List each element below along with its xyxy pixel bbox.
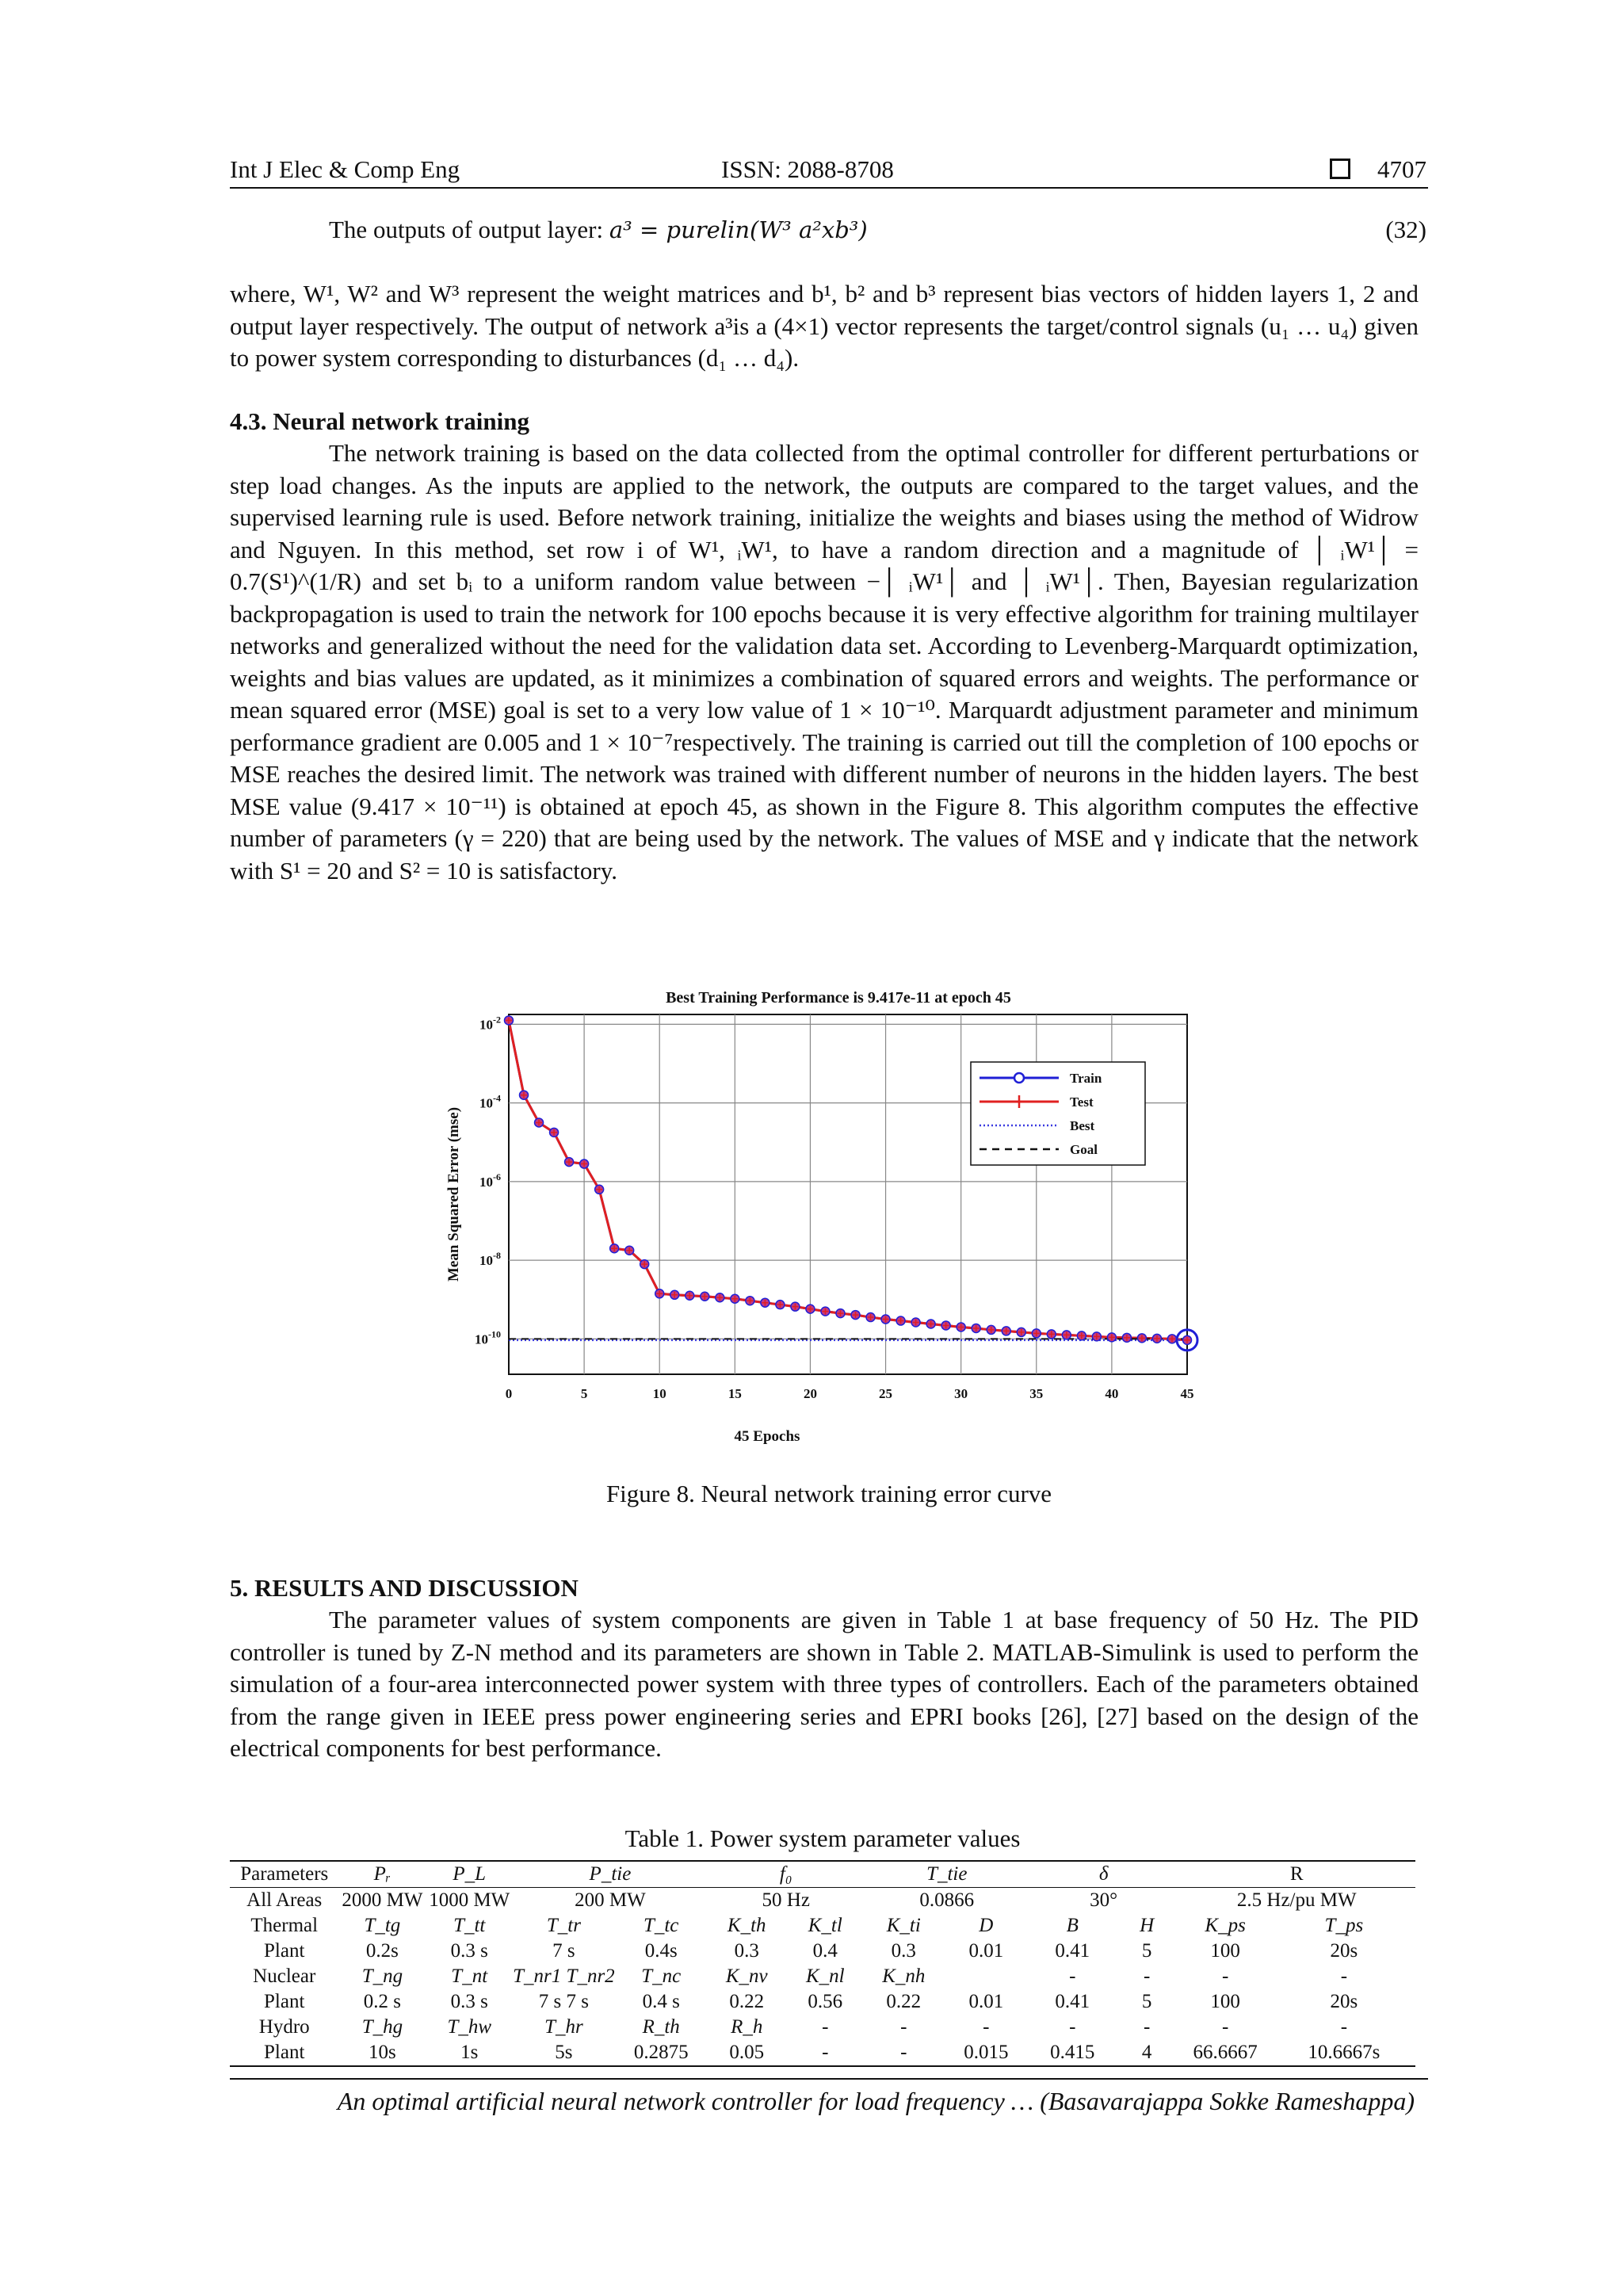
table-cell: 200 MW: [575, 1889, 646, 1911]
table-cell: 0.01: [968, 1991, 1004, 2012]
equation-32: [329, 216, 1426, 244]
paragraph-results: The parameter values of system components are given in Table 1 at base frequency of 50 Hz. The PID controller is tuned by Z-N method and its parameters are shown in Table 2. MATLAB-Simulink is used to perform the simulation of a four-area interconnected power system with three types of controllers. Each of the parameters obtained from the range given in IEEE press power engineering series and EPRI books [26], [27] based on the design of the electrical components for best performance.: [230, 1606, 1419, 1762]
paragraph-where: where, W¹, W² and W³ represent the weight matrices and b¹, b² and b³ represent bias vectors of hidden layers 1, 2 and output layer respectively. The output of network a³is a (4×1) vector represents the target/control signals (u₁ … u₄) given to power system corresponding to disturbances (d₁ … d₄).: [230, 280, 1419, 372]
table-cell: T_hg: [361, 2016, 403, 2038]
y-tick-label: $10^{-6}$: [479, 1171, 501, 1190]
table-cell: 0.3 s: [450, 1991, 488, 2012]
legend: [971, 1062, 1145, 1165]
table-cell: 0.05: [708, 2040, 786, 2066]
table-header-cell: T_tie: [865, 1861, 1029, 1888]
table-cell: 7 s 7 s: [538, 1991, 590, 2012]
section-heading-4-3: 4.3. Neural network training: [230, 407, 530, 435]
issn: ISSN: 2088-8708: [721, 155, 894, 183]
table-cell: -: [1069, 1966, 1076, 1987]
table-cell: 0.4 s: [642, 1991, 680, 2012]
table-cell: T_nc: [641, 1966, 682, 1987]
figure-8-caption: Figure 8. Neural network training error curve: [605, 1480, 1052, 1507]
table-cell: T_tt: [453, 1915, 486, 1936]
table-row: [230, 1913, 1415, 1939]
journal-name: Int J Elec & Comp Eng: [230, 155, 460, 183]
table-cell: H: [1140, 1915, 1155, 1936]
x-tick-label: 25: [879, 1386, 893, 1401]
table-header-cell: R: [1178, 1861, 1416, 1888]
x-tick-label: 0: [505, 1386, 513, 1401]
x-tick-label: 45: [1180, 1386, 1194, 1401]
table-cell: -: [865, 2040, 943, 2066]
y-tick-label: $10^{-2}$: [479, 1014, 501, 1033]
table-cell: 0.2s: [365, 1940, 399, 1962]
table-cell: T_ps: [1324, 1915, 1364, 1936]
table-cell: [943, 1964, 1029, 1989]
square-icon: [1330, 159, 1350, 179]
table-cell: 0.4s: [644, 1940, 678, 1962]
table-header-row: [230, 1861, 1415, 1888]
y-axis-label: Mean Squared Error (mse): [445, 1106, 462, 1282]
table-body: [230, 1913, 1415, 2066]
table-cell: 2.5 Hz/pu MW: [1236, 1889, 1357, 1911]
table-cell: T_tc: [643, 1915, 679, 1936]
x-tick-label: 5: [580, 1386, 588, 1401]
x-tick-label: 20: [803, 1386, 817, 1401]
table-cell: 0.2875: [615, 2040, 708, 2066]
table-cell: -: [1340, 1966, 1348, 1987]
table-row: [230, 1964, 1415, 1989]
table-cell: -: [1221, 2016, 1229, 2038]
table-cell: T_ng: [361, 1966, 403, 1987]
table-cell: Thermal: [250, 1915, 319, 1936]
table-row: [230, 1989, 1415, 2015]
legend-marker-circle: [1014, 1073, 1024, 1083]
table-cell: -: [1143, 2016, 1151, 2038]
x-axis-label: 45 Epochs: [734, 1428, 800, 1445]
table-cell: 5s: [513, 2040, 615, 2066]
table-cell: 100: [1210, 1991, 1240, 2012]
legend-label-goal: Goal: [1070, 1142, 1098, 1157]
table-cell: K_nh: [882, 1966, 926, 1987]
table-cell: -: [1221, 1966, 1229, 1987]
equation-formula: a³ = purelin(W³ a²xb³): [609, 216, 868, 243]
table-cell: K_ps: [1205, 1915, 1246, 1936]
table-header-cell: δ: [1029, 1861, 1178, 1888]
table-row: [230, 2015, 1415, 2040]
table-1: [230, 1860, 1415, 2067]
table-cell: All Areas: [246, 1889, 323, 1911]
table-cell: -: [1340, 2016, 1348, 2038]
table-cell: 0.22: [729, 1991, 765, 2012]
table-header-cell: P_L: [426, 1861, 513, 1888]
table-cell: 20s: [1330, 1940, 1358, 1962]
table-cell: 0.41: [1055, 1940, 1090, 1962]
table-cell: B: [1066, 1915, 1079, 1936]
x-tick-label: 30: [954, 1386, 968, 1401]
table-cell: 0.3: [891, 1940, 916, 1962]
table-cell: K_ti: [886, 1915, 921, 1936]
table-cell: T_nt: [451, 1966, 488, 1987]
table-cell: T_hr: [544, 2016, 583, 2038]
table-cell: K_nv: [725, 1966, 768, 1987]
table-cell: 4: [1116, 2040, 1178, 2066]
table-cell: Plant: [264, 1940, 305, 1962]
table-cell: D: [979, 1915, 994, 1936]
table-cell: 7 s: [552, 1940, 575, 1962]
running-header: [230, 155, 1426, 189]
chart-title: Best Training Performance is 9.417e-11 at epoch 45: [666, 989, 1011, 1007]
table-cell: 50 Hz: [762, 1889, 810, 1911]
legend-label-test: Test: [1070, 1095, 1094, 1110]
running-footer: An optimal artificial neural network controller for load frequency … (Basavarajappa Sokke Rameshappa): [337, 2087, 1415, 2115]
table-cell: 0.415: [1029, 2040, 1116, 2066]
table-cell: T_tr: [546, 1915, 581, 1936]
footer-rule: [230, 2078, 1428, 2080]
table-header-cell: Parameters: [230, 1861, 338, 1888]
table-cell: 0.3 s: [450, 1940, 488, 1962]
header-rule: [230, 187, 1428, 189]
table-cell: 20s: [1330, 1991, 1358, 2012]
table-cell: 0.41: [1055, 1991, 1090, 2012]
page-number: 4707: [1377, 155, 1426, 183]
equation-number: (32): [1385, 216, 1426, 243]
table-cell: T_hw: [447, 2016, 492, 2038]
table-cell: 30°: [1090, 1889, 1118, 1911]
page-number-block: [1330, 155, 1426, 184]
table-cell: 1s: [426, 2040, 513, 2066]
table-cell: 10.6667s: [1273, 2040, 1415, 2066]
x-tick-label: 40: [1105, 1386, 1119, 1401]
y-tick-label: $10^{-10}$: [475, 1328, 501, 1347]
table-cell: Plant: [264, 1991, 305, 2012]
table-cell: R_h: [731, 2016, 763, 2038]
table-row: [230, 1939, 1415, 1964]
table-cell: K_th: [727, 1915, 766, 1936]
table-1-caption: Table 1. Power system parameter values: [624, 1824, 1021, 1852]
table-cell: 5: [1141, 1991, 1152, 2012]
table-cell: T_tg: [364, 1915, 401, 1936]
legend-label-best: Best: [1070, 1118, 1095, 1133]
table-cell: K_nl: [805, 1966, 845, 1987]
table-row: [230, 1888, 1415, 1914]
table-cell: 0.01: [968, 1940, 1004, 1962]
y-tick-label: $10^{-8}$: [479, 1250, 501, 1269]
table-cell: Nuclear: [253, 1966, 316, 1987]
table-cell: Plant: [230, 2040, 338, 2066]
table-cell: 10s: [338, 2040, 426, 2066]
table-cell: Hydro: [258, 2016, 310, 2038]
table-header-cell: P_tie: [513, 1861, 708, 1888]
table-cell: 0.4: [812, 1940, 838, 1962]
table-cell: 2000 MW: [342, 1889, 423, 1911]
x-tick-label: 10: [652, 1386, 666, 1401]
table-cell: 0.015: [943, 2040, 1029, 2066]
section-heading-5: 5. RESULTS AND DISCUSSION: [230, 1574, 579, 1602]
table-cell: K_tl: [808, 1915, 842, 1936]
table-cell: -: [983, 2016, 990, 2038]
table-cell: 66.6667: [1178, 2040, 1273, 2066]
table-cell: 0.3: [734, 1940, 759, 1962]
table-cell: -: [900, 2016, 907, 2038]
paragraph-training: The network training is based on the data collected from the optimal controller for different perturbations or step load changes. As the inputs are applied to the network, the outputs are compared to the target values, and the supervised learning rule is used. Before network training, initialize the weights and biases using the method of Widrow and Nguyen. In this method, set row i of W¹, ᵢW¹, to have a random direction and a magnitude of │ ᵢW¹│ = 0.7(S¹)^(1/R) and set bᵢ to a uniform random value between −│ ᵢW¹│ and │ ᵢW¹│. Then, Bayesian regularization backpropagation is used to train the network for 100 epochs because it is very effective algorithm for training multilayer networks and generalized without the need for the validation data set. According to Levenberg-Marquardt optimization, weights and bias values are updated, as it minimizes a combination of squared errors and weights. The performance or mean squared error (MSE) goal is set to a very low value of 1 × 10⁻¹⁰. Marquardt adjustment parameter and minimum performance gradient are 0.005 and 1 × 10⁻⁷respectively. The training is carried out till the completion of 100 epochs or MSE reaches the desired limit. The network was trained with different number of neurons in the hidden layers. The best MSE value (9.417 × 10⁻¹¹) is obtained at epoch 45, as shown in the Figure 8. This algorithm computes the effective number of parameters (γ = 220) that are being used by the network. The values of MSE and γ indicate that the network with S¹ = 20 and S² = 10 is satisfactory.: [230, 439, 1419, 884]
table-cell: 1000 MW: [429, 1889, 510, 1911]
figure-8-chart: [436, 983, 1212, 1458]
table-cell: 0.22: [886, 1991, 922, 2012]
equation-prefix: The outputs of output layer:: [329, 216, 609, 243]
table-header-cell: f₀: [708, 1861, 865, 1888]
table-header-cell: Pᵣ: [338, 1861, 426, 1888]
table-cell: -: [1069, 2016, 1076, 2038]
table-cell: 0.56: [808, 1991, 843, 2012]
table-cell: -: [822, 2016, 829, 2038]
table-cell: 100: [1210, 1940, 1240, 1962]
table-cell: -: [786, 2040, 865, 2066]
table-cell: R_th: [642, 2016, 680, 2038]
table-row: [230, 2040, 1415, 2066]
y-tick-label: $10^{-4}$: [479, 1092, 501, 1111]
legend-label-train: Train: [1070, 1071, 1102, 1086]
table-cell: T_nr1 T_nr2: [513, 1966, 615, 1987]
table-cell: 0.2 s: [363, 1991, 401, 2012]
table-cell: 0.0866: [919, 1889, 975, 1911]
x-tick-label: 35: [1029, 1386, 1044, 1401]
table-cell: -: [1143, 1966, 1151, 1987]
table-cell: 5: [1141, 1940, 1152, 1962]
x-tick-label: 15: [727, 1386, 742, 1401]
